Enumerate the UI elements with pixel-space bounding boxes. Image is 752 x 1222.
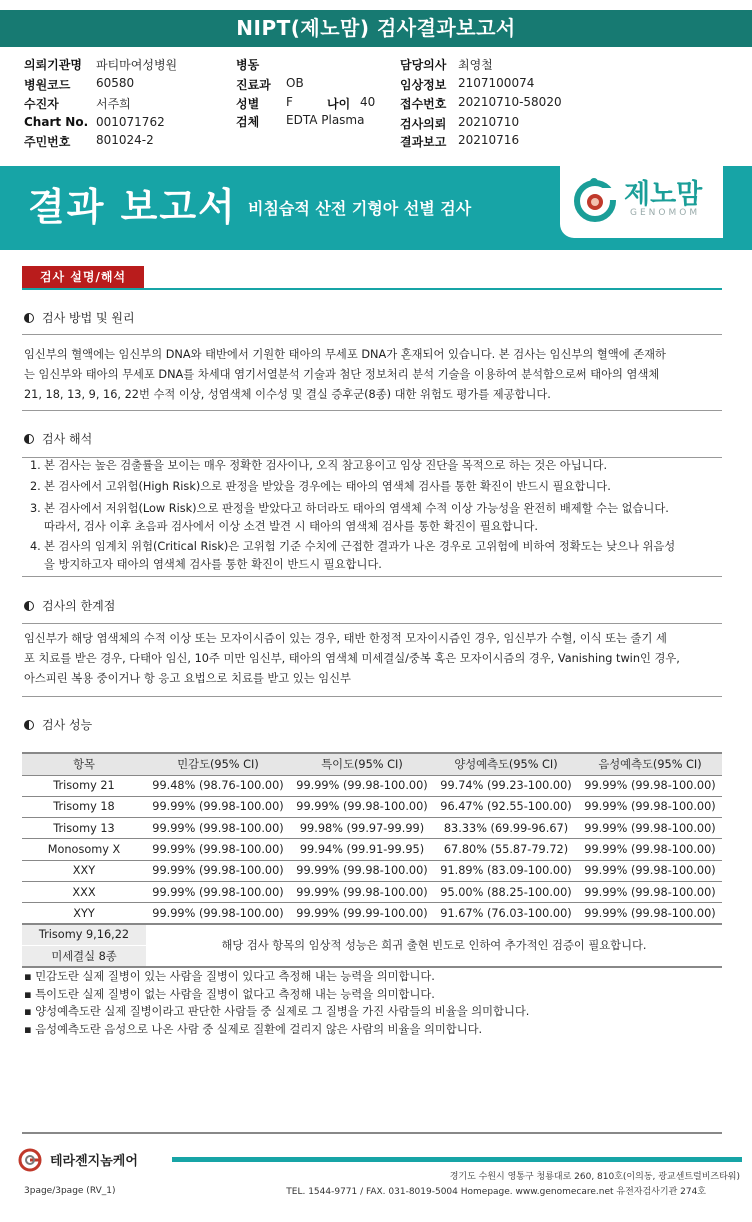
label-chart-no: Chart No. xyxy=(24,115,89,129)
label-specimen: 검체 xyxy=(236,115,260,129)
col-header: 음성예측도(95% CI) xyxy=(578,753,722,775)
divider xyxy=(22,334,722,335)
method-text xyxy=(24,345,722,405)
label-department: 진료과 xyxy=(236,78,271,92)
page-number: 3page/3page (RV_1) xyxy=(24,1186,116,1196)
label-request-date: 검사의뢰 xyxy=(400,117,447,131)
value-department: OB xyxy=(286,76,304,90)
performance-table xyxy=(22,752,722,968)
label-ward: 병동 xyxy=(236,58,260,72)
table-row: XXY 99.99% (99.98-100.00) 99.99% (99.98-100.00) 91.89% (83.09-100.00) 99.99% (99.98-100.00) xyxy=(22,860,722,881)
extra-item: 미세결실 8종 xyxy=(22,945,146,966)
value-hospital-code: 60580 xyxy=(96,76,135,90)
note-item: ▪ 민감도란 실제 질병이 있는 사람을 질병이 있다고 측정해 내는 능력을 의미합니다. xyxy=(24,970,435,983)
limitations-line: 임신부가 해당 염색체의 수적 이상 또는 모자이시즘이 있는 경우, 태반 한정적 모자이시즘인 경우, 임신부가 수혈, 이식 또는 줄기 세 xyxy=(24,632,667,645)
method-line: 는 임신부와 태아의 무세포 DNA를 차세대 염기서열분석 기술과 첨단 정보처리 분석 기술을 이용하여 분석함으로써 태아의 염색체 xyxy=(24,368,660,381)
table-row: Trisomy 18 99.99% (99.98-100.00) 99.99% (99.98-100.00) 96.47% (92.55-100.00) 99.99% (99.98-100.00) xyxy=(22,796,722,817)
value-institution: 파티마여성병원 xyxy=(96,58,178,72)
value-specimen: EDTA Plasma xyxy=(286,113,365,127)
limitations-line: 아스피린 복용 중이거나 항 응고 요법으로 치료를 받고 있는 임신부 xyxy=(24,672,351,685)
label-institution: 의뢰기관명 xyxy=(24,58,82,72)
report-title: NIPT(제노맘) 검사결과보고서 xyxy=(0,10,752,47)
value-sex: F xyxy=(286,95,293,109)
divider xyxy=(22,696,722,697)
logo-subtext: GENOMOM xyxy=(630,208,701,218)
half-circle-icon xyxy=(24,313,34,323)
label-sex: 성별 xyxy=(236,97,260,111)
logo-text: 제노맘 xyxy=(624,179,703,210)
divider xyxy=(22,410,722,411)
heading-method: 검사 방법 및 원리 xyxy=(24,309,135,326)
heading-limitations: 검사의 한계점 xyxy=(24,597,115,614)
divider xyxy=(22,576,722,577)
table-row: Monosomy X 99.99% (99.98-100.00) 99.94% (99.91-99.95) 67.80% (55.87-79.72) 99.99% (99.98-100.00) xyxy=(22,839,722,860)
note-item: ▪ 양성예측도란 실제 질병이라고 판단한 사람들 중 실제로 그 질병을 가진 사람들의 비율을 의미합니다. xyxy=(24,1005,530,1018)
value-resident-no: 801024-2 xyxy=(96,133,154,147)
heading-interpretation: 검사 해석 xyxy=(24,430,92,447)
col-header: 항목 xyxy=(22,753,146,775)
table-row: Trisomy 13 99.99% (99.98-100.00) 99.98% (99.97-99.99) 83.33% (69.99-96.67) 99.99% (99.98-100.00) xyxy=(22,818,722,839)
footer-divider xyxy=(22,1132,722,1134)
footer-company: 테라젠지놈케어 xyxy=(50,1154,138,1169)
half-circle-icon xyxy=(24,601,34,611)
value-clinical-info: 2107100074 xyxy=(458,76,535,90)
banner-subtitle: 비침습적 산전 기형아 선별 검사 xyxy=(248,199,472,218)
limitations-line: 포 치료를 받은 경우, 다태아 임신, 10주 미만 임신부, 태아의 염색체 미세결실/중복 혹은 모자이시즘의 경우, Vanishing twin인 경우, xyxy=(24,652,680,665)
footer-accent-bar xyxy=(172,1157,742,1162)
limitations-text xyxy=(24,629,722,689)
footer-contact: TEL. 1544-9771 / FAX. 031-8019-5004 Homepage. www.genomecare.net 유전자검사기관 274호 xyxy=(286,1187,706,1197)
section-tab: 검사 설명/해석 xyxy=(22,266,144,288)
label-clinical-info: 임상정보 xyxy=(400,78,447,92)
note-item: ▪ 특이도란 실제 질병이 없는 사람을 질병이 없다고 측정해 내는 능력을 의미합니다. xyxy=(24,987,435,1001)
genomom-logo xyxy=(560,166,723,238)
label-doctor: 담당의사 xyxy=(400,58,447,72)
value-chart-no: 001071762 xyxy=(96,115,165,129)
table-row: XXX 99.99% (99.98-100.00) 99.99% (99.98-100.00) 95.00% (88.25-100.00) 99.99% (99.98-100.00) xyxy=(22,881,722,902)
banner-title: 결과 보고서 xyxy=(28,185,237,229)
value-age: 40 xyxy=(360,95,376,109)
table-header-row xyxy=(22,753,722,775)
col-header: 양성예측도(95% CI) xyxy=(434,753,578,775)
label-resident-no: 주민번호 xyxy=(24,135,71,149)
half-circle-icon xyxy=(24,720,34,730)
value-receipt-no: 20210710-58020 xyxy=(458,95,562,109)
label-hospital-code: 병원코드 xyxy=(24,78,71,92)
table-row-extra xyxy=(22,924,722,945)
value-doctor: 최영철 xyxy=(458,58,493,72)
divider xyxy=(22,623,722,624)
label-patient: 수진자 xyxy=(24,97,59,111)
col-header: 특이도(95% CI) xyxy=(290,753,434,775)
label-report-date: 결과보고 xyxy=(400,135,447,149)
genomom-logo-icon xyxy=(572,174,618,224)
note-item: ▪ 음성예측도란 음성으로 나온 사람 중 실제로 질환에 걸리지 않은 사람의 비율을 의미합니다. xyxy=(24,1022,483,1036)
value-patient: 서주희 xyxy=(96,97,131,111)
label-receipt-no: 접수번호 xyxy=(400,97,447,111)
half-circle-icon xyxy=(24,434,34,444)
theragen-logo-icon xyxy=(18,1148,48,1172)
table-row: XYY 99.99% (99.98-100.00) 99.99% (99.99-100.00) 91.67% (76.03-100.00) 99.99% (99.98-100.00) xyxy=(22,903,722,924)
section-divider xyxy=(22,288,722,290)
definition-notes xyxy=(24,968,724,1038)
label-age: 나이 xyxy=(327,97,351,111)
heading-performance: 검사 성능 xyxy=(24,716,92,733)
footer-address: 경기도 수원시 영통구 청룡대로 260, 810호(이의동, 광교센트럴비즈타워) xyxy=(449,1172,740,1182)
value-report-date: 20210716 xyxy=(458,133,520,147)
extra-note: 해당 검사 항목의 임상적 성능은 희귀 출현 빈도로 인하여 추가적인 검증이 필요합니다. xyxy=(146,924,722,967)
extra-item: Trisomy 9,16,22 xyxy=(22,924,146,945)
table-row: Trisomy 21 99.48% (98.76-100.00) 99.99% (99.98-100.00) 99.74% (99.23-100.00) 99.99% (99.98-100.00) xyxy=(22,775,722,796)
method-line: 21, 18, 13, 9, 16, 22번 수적 이상, 성염색체 이수성 및 결실 증후군(8종) 대한 위험도 평가를 제공합니다. xyxy=(24,388,551,401)
method-line: 임신부의 혈액에는 임신부의 DNA와 태반에서 기원한 태아의 무세포 DNA가 혼재되어 있습니다. 본 검사는 임신부의 혈액에 존재하 xyxy=(24,348,666,361)
patient-info xyxy=(0,52,752,152)
col-header: 민감도(95% CI) xyxy=(146,753,290,775)
value-request-date: 20210710 xyxy=(458,115,520,129)
